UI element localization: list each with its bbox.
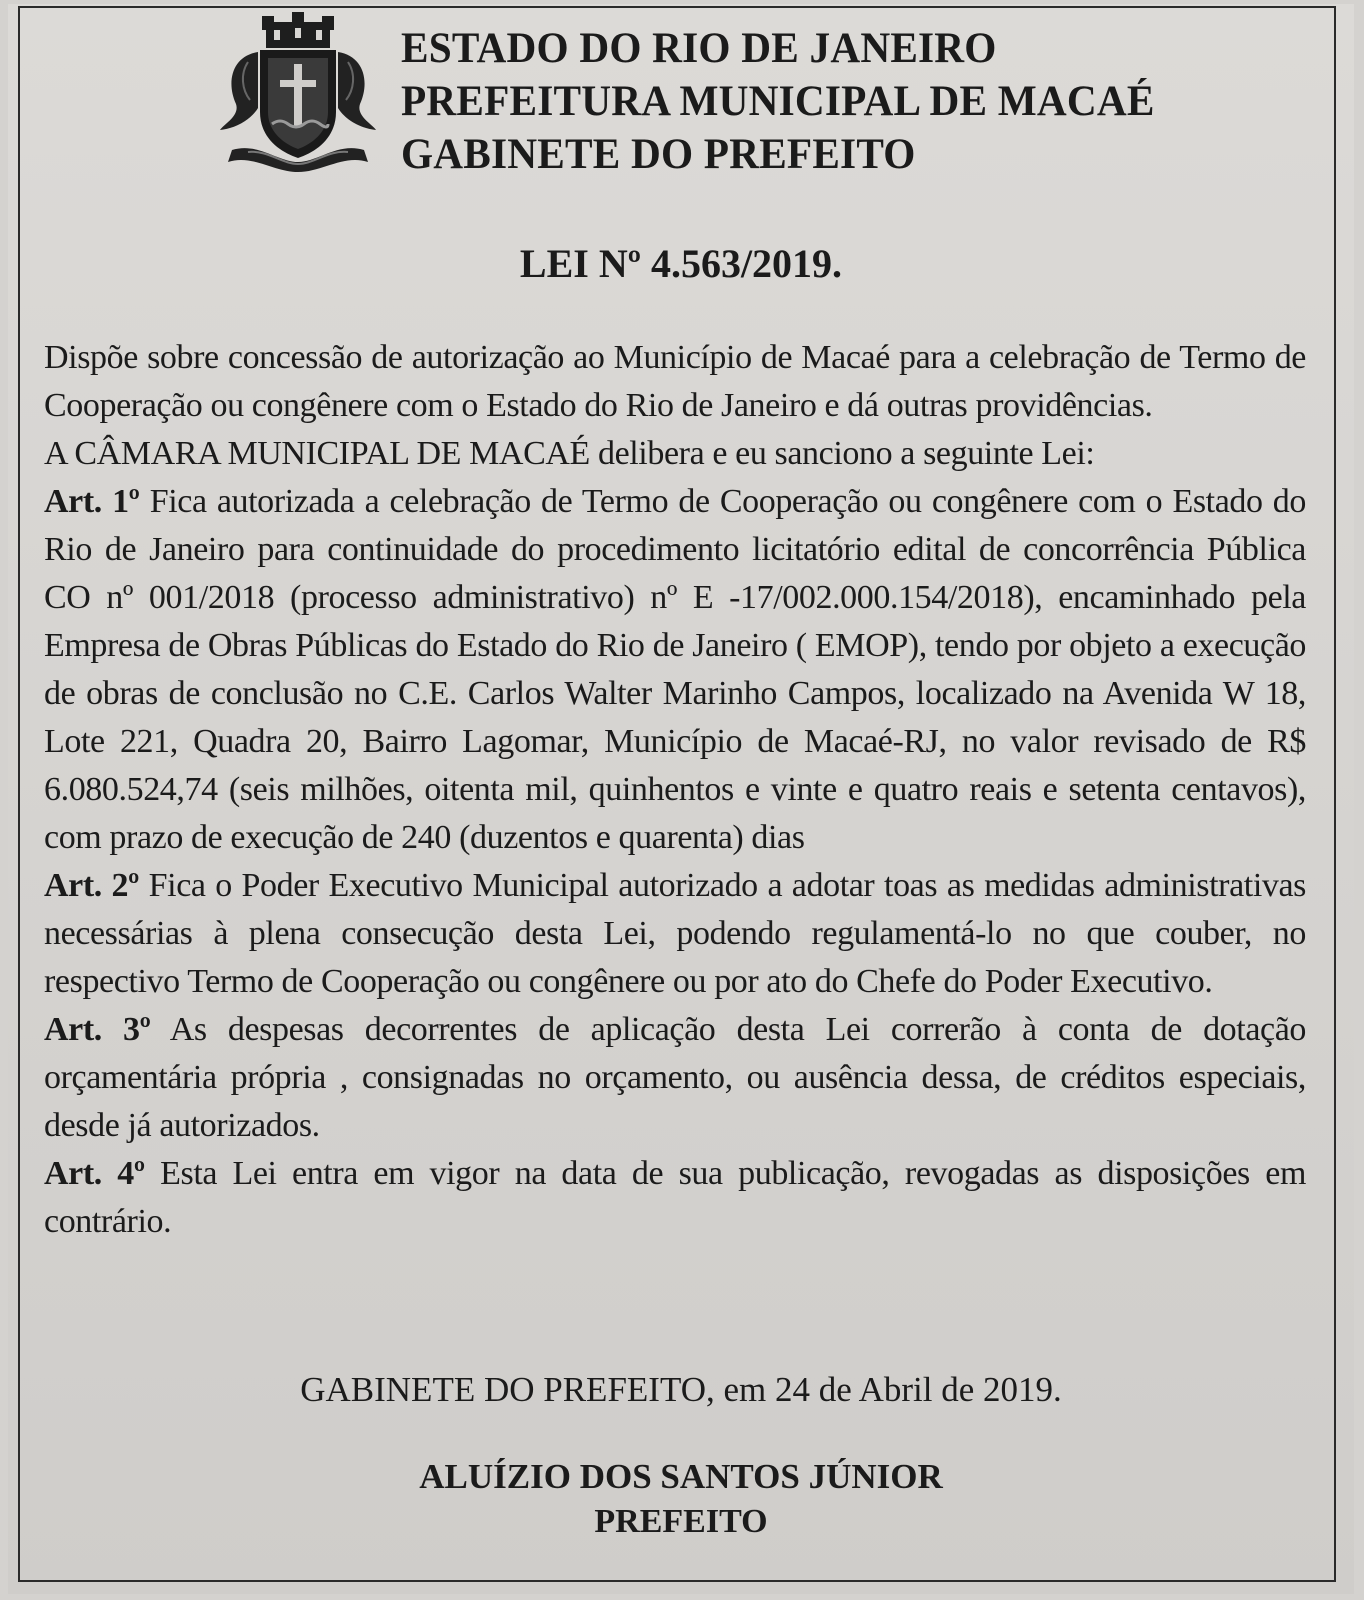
- article-2-label: Art. 2º: [44, 867, 139, 904]
- article-3-text: As despesas decorrentes de aplicação desta Lei correrão à conta de dotação orçamentária própria , consignadas no orçamento, ou ausência dessa, de créditos especiais, desde já autorizados.: [44, 1011, 1307, 1144]
- article-2: [44, 862, 1306, 1006]
- letterhead: [218, 12, 1218, 182]
- article-3: [44, 1006, 1306, 1150]
- article-4-text: Esta Lei entra em vigor na data de sua publicação, revogadas as disposições em contrário.: [44, 1155, 1307, 1240]
- article-3-label: Art. 3º: [44, 1011, 151, 1048]
- law-body: [44, 334, 1306, 1246]
- header-municipality: PREFEITURA MUNICIPAL DE MACAÉ: [401, 78, 1155, 125]
- article-1-label: Art. 1º: [44, 483, 140, 520]
- law-ementa: Dispõe sobre concessão de autorização ao Município de Macaé para a celebração de Termo de Cooperação ou congênere com o Estado do Rio de Janeiro e dá outras providências.: [44, 339, 1306, 424]
- place-and-date: GABINETE DO PREFEITO, em 24 de Abril de 2019.: [300, 1370, 1062, 1409]
- header-office: GABINETE DO PREFEITO: [401, 131, 916, 178]
- article-2-text: Fica o Poder Executivo Municipal autorizado a adotar toas as medidas administrativas necessárias à plena consecução desta Lei, podendo regulamentá-lo no que couber, no respectivo Termo de Cooperação ou congênere ou por ato do Chefe do Poder Executivo.: [44, 867, 1306, 1000]
- article-4: [44, 1150, 1306, 1246]
- signer-name: ALUÍZIO DOS SANTOS JÚNIOR: [419, 1457, 943, 1496]
- header-state: ESTADO DO RIO DE JANEIRO: [401, 25, 997, 72]
- law-title: LEI Nº 4.563/2019.: [519, 241, 843, 286]
- newspaper-clipping: [8, 4, 1354, 1594]
- enactment-clause: A CÂMARA MUNICIPAL DE MACAÉ delibera e eu sanciono a seguinte Lei:: [44, 435, 1095, 472]
- article-1: [44, 478, 1306, 862]
- article-1-text: Fica autorizada a celebração de Termo de Cooperação ou congênere com o Estado do Rio de Janeiro para continuidade do procedimento licitatório edital de concorrência Pública CO nº 001/2018 (processo administrativo) nº E -17/002.000.154/2018), encaminhado pela Empresa de Obras Públicas do Estado do Rio de Janeiro ( EMOP), tendo por objeto a execução de obras de conclusão no C.E. Carlos Walter Marinho Campos, localizado na Avenida W 18, Lote 221, Quadra 20, Bairro Lagomar, Município de Macaé-RJ, no valor revisado de R$ 6.080.524,74 (seis milhões, oitenta mil, quinhentos e vinte e quatro reais e setenta centavos), com prazo de execução de 240 (duzentos e quarenta) dias: [44, 483, 1306, 856]
- signer-role: PREFEITO: [594, 1503, 768, 1540]
- article-4-label: Art. 4º: [44, 1155, 145, 1192]
- municipal-coat-of-arms-icon: [218, 12, 378, 172]
